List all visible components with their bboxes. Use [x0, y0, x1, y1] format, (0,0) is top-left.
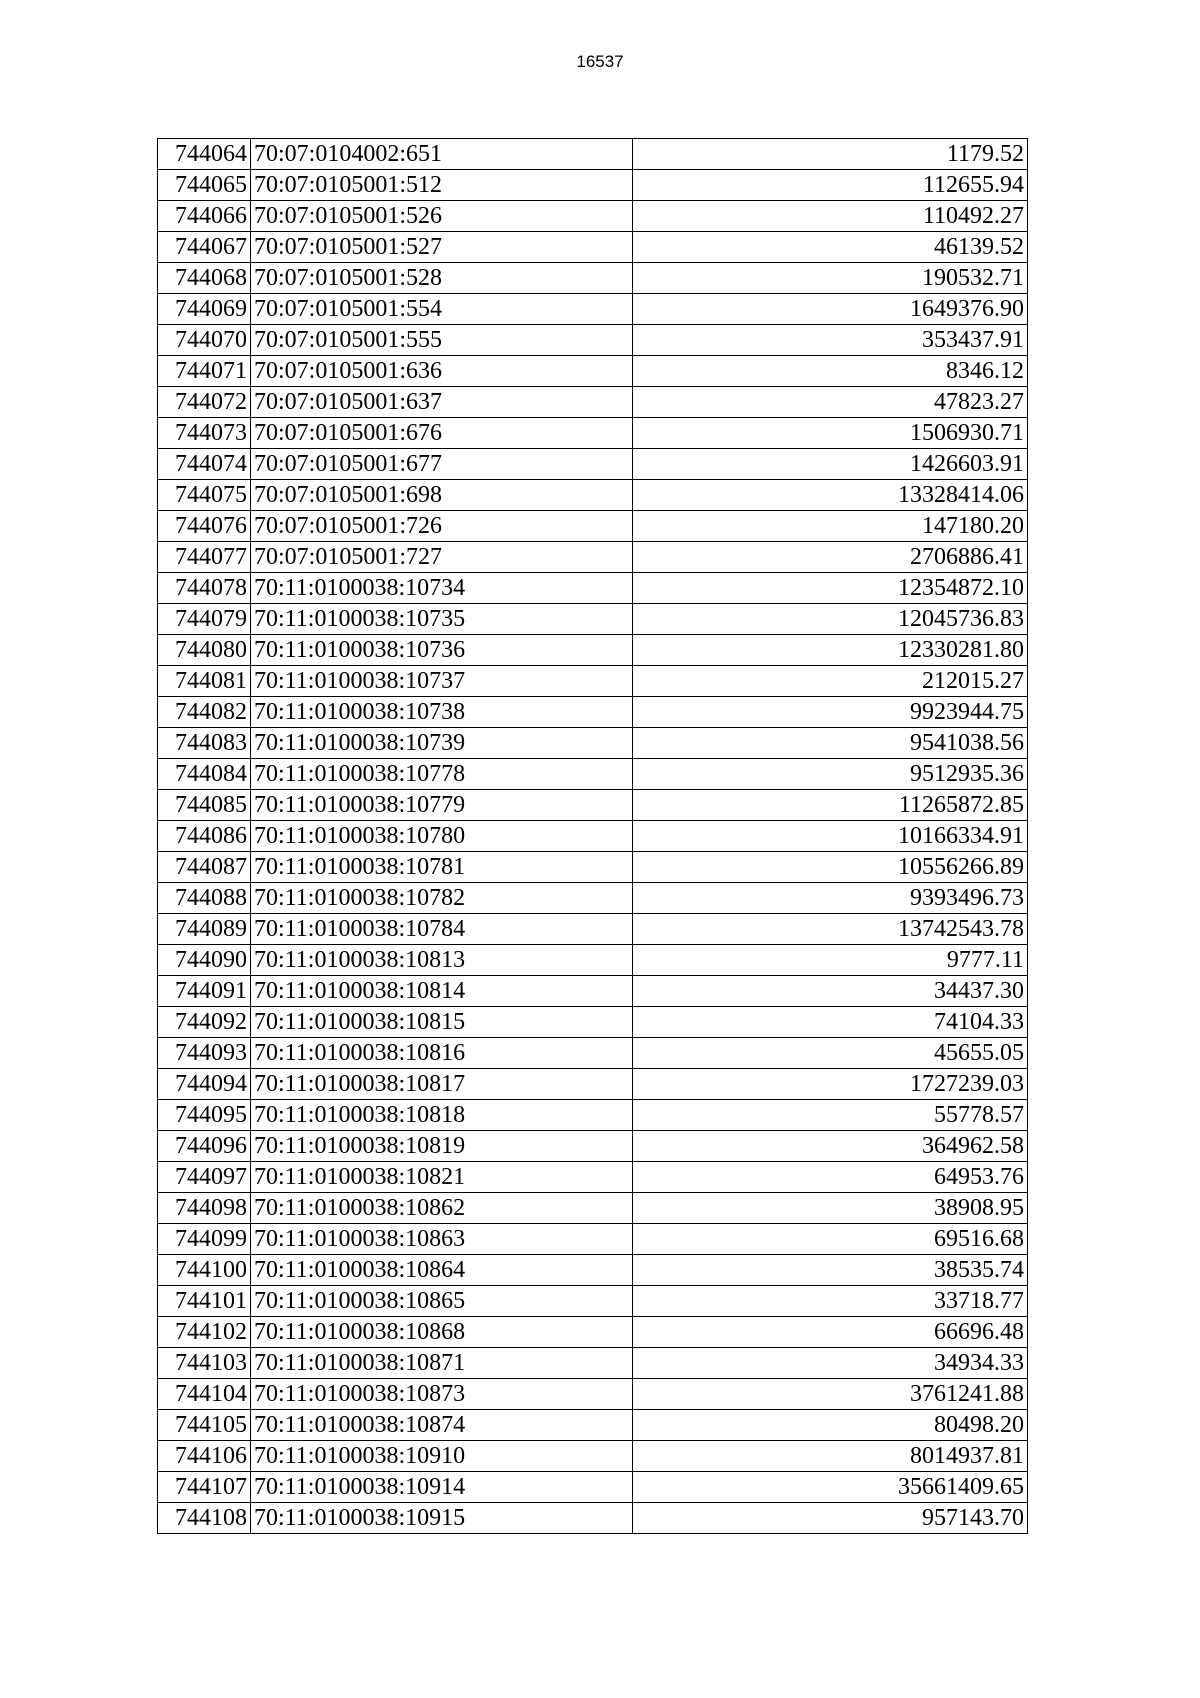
- value-cell: 12045736.83: [633, 604, 1028, 635]
- table-row: [158, 635, 1028, 666]
- table-row: [158, 1286, 1028, 1317]
- table-row: [158, 728, 1028, 759]
- value-cell: 10166334.91: [633, 821, 1028, 852]
- value-cell: 957143.70: [633, 1503, 1028, 1534]
- row-number-cell: 744099: [158, 1224, 251, 1255]
- cadastral-number-cell: 70:11:0100038:10871: [251, 1348, 633, 1379]
- value-cell: 147180.20: [633, 511, 1028, 542]
- table-row: [158, 511, 1028, 542]
- value-cell: 9393496.73: [633, 883, 1028, 914]
- cadastral-number-cell: 70:11:0100038:10813: [251, 945, 633, 976]
- row-number-cell: 744088: [158, 883, 251, 914]
- table-row: [158, 1255, 1028, 1286]
- cadastral-number-cell: 70:11:0100038:10815: [251, 1007, 633, 1038]
- cadastral-number-cell: 70:07:0105001:727: [251, 542, 633, 573]
- row-number-cell: 744068: [158, 263, 251, 294]
- table-row: [158, 1038, 1028, 1069]
- value-cell: 12330281.80: [633, 635, 1028, 666]
- value-cell: 69516.68: [633, 1224, 1028, 1255]
- row-number-cell: 744086: [158, 821, 251, 852]
- row-number-cell: 744082: [158, 697, 251, 728]
- value-cell: 364962.58: [633, 1131, 1028, 1162]
- value-cell: 1727239.03: [633, 1069, 1028, 1100]
- table-row: [158, 976, 1028, 1007]
- table-row: [158, 1162, 1028, 1193]
- cadastral-number-cell: 70:11:0100038:10862: [251, 1193, 633, 1224]
- table-row: [158, 1224, 1028, 1255]
- table-row: [158, 294, 1028, 325]
- table-row: [158, 883, 1028, 914]
- value-cell: 8014937.81: [633, 1441, 1028, 1472]
- cadastral-number-cell: 70:07:0105001:528: [251, 263, 633, 294]
- value-cell: 1179.52: [633, 139, 1028, 170]
- value-cell: 112655.94: [633, 170, 1028, 201]
- table-row: [158, 1100, 1028, 1131]
- table-row: [158, 573, 1028, 604]
- cadastral-number-cell: 70:11:0100038:10782: [251, 883, 633, 914]
- cadastral-number-cell: 70:07:0105001:527: [251, 232, 633, 263]
- value-cell: 1649376.90: [633, 294, 1028, 325]
- row-number-cell: 744103: [158, 1348, 251, 1379]
- table-row: [158, 1069, 1028, 1100]
- data-table: [157, 138, 1028, 1534]
- row-number-cell: 744065: [158, 170, 251, 201]
- table-row: [158, 697, 1028, 728]
- table-row: [158, 480, 1028, 511]
- value-cell: 34934.33: [633, 1348, 1028, 1379]
- row-number-cell: 744072: [158, 387, 251, 418]
- value-cell: 80498.20: [633, 1410, 1028, 1441]
- table-row: [158, 759, 1028, 790]
- row-number-cell: 744104: [158, 1379, 251, 1410]
- row-number-cell: 744097: [158, 1162, 251, 1193]
- row-number-cell: 744077: [158, 542, 251, 573]
- value-cell: 38908.95: [633, 1193, 1028, 1224]
- table-row: [158, 1131, 1028, 1162]
- row-number-cell: 744067: [158, 232, 251, 263]
- cadastral-number-cell: 70:11:0100038:10781: [251, 852, 633, 883]
- cadastral-number-cell: 70:11:0100038:10817: [251, 1069, 633, 1100]
- cadastral-number-cell: 70:11:0100038:10818: [251, 1100, 633, 1131]
- table-row: [158, 449, 1028, 480]
- value-cell: 64953.76: [633, 1162, 1028, 1193]
- cadastral-number-cell: 70:11:0100038:10739: [251, 728, 633, 759]
- row-number-cell: 744106: [158, 1441, 251, 1472]
- table-row: [158, 1379, 1028, 1410]
- cadastral-number-cell: 70:11:0100038:10816: [251, 1038, 633, 1069]
- row-number-cell: 744085: [158, 790, 251, 821]
- row-number-cell: 744075: [158, 480, 251, 511]
- row-number-cell: 744091: [158, 976, 251, 1007]
- cadastral-number-cell: 70:11:0100038:10873: [251, 1379, 633, 1410]
- cadastral-number-cell: 70:07:0105001:677: [251, 449, 633, 480]
- row-number-cell: 744090: [158, 945, 251, 976]
- cadastral-number-cell: 70:11:0100038:10738: [251, 697, 633, 728]
- table-row: [158, 1007, 1028, 1038]
- cadastral-number-cell: 70:11:0100038:10779: [251, 790, 633, 821]
- row-number-cell: 744101: [158, 1286, 251, 1317]
- value-cell: 66696.48: [633, 1317, 1028, 1348]
- row-number-cell: 744069: [158, 294, 251, 325]
- cadastral-number-cell: 70:07:0105001:526: [251, 201, 633, 232]
- value-cell: 9923944.75: [633, 697, 1028, 728]
- value-cell: 74104.33: [633, 1007, 1028, 1038]
- table-row: [158, 542, 1028, 573]
- row-number-cell: 744095: [158, 1100, 251, 1131]
- cadastral-number-cell: 70:07:0105001:555: [251, 325, 633, 356]
- table-row: [158, 1441, 1028, 1472]
- value-cell: 33718.77: [633, 1286, 1028, 1317]
- table-row: [158, 170, 1028, 201]
- row-number-cell: 744105: [158, 1410, 251, 1441]
- cadastral-number-cell: 70:07:0104002:651: [251, 139, 633, 170]
- value-cell: 35661409.65: [633, 1472, 1028, 1503]
- cadastral-number-cell: 70:11:0100038:10821: [251, 1162, 633, 1193]
- cadastral-number-cell: 70:11:0100038:10778: [251, 759, 633, 790]
- value-cell: 13328414.06: [633, 480, 1028, 511]
- table-row: [158, 1348, 1028, 1379]
- row-number-cell: 744096: [158, 1131, 251, 1162]
- cadastral-number-cell: 70:11:0100038:10737: [251, 666, 633, 697]
- table-row: [158, 604, 1028, 635]
- value-cell: 34437.30: [633, 976, 1028, 1007]
- cadastral-number-cell: 70:11:0100038:10734: [251, 573, 633, 604]
- table-row: [158, 325, 1028, 356]
- cadastral-number-cell: 70:07:0105001:676: [251, 418, 633, 449]
- table-row: [158, 790, 1028, 821]
- value-cell: 353437.91: [633, 325, 1028, 356]
- row-number-cell: 744078: [158, 573, 251, 604]
- table-row: [158, 945, 1028, 976]
- table-row: [158, 201, 1028, 232]
- value-cell: 12354872.10: [633, 573, 1028, 604]
- cadastral-number-cell: 70:11:0100038:10735: [251, 604, 633, 635]
- value-cell: 1506930.71: [633, 418, 1028, 449]
- row-number-cell: 744084: [158, 759, 251, 790]
- cadastral-number-cell: 70:11:0100038:10874: [251, 1410, 633, 1441]
- cadastral-number-cell: 70:11:0100038:10914: [251, 1472, 633, 1503]
- row-number-cell: 744102: [158, 1317, 251, 1348]
- row-number-cell: 744083: [158, 728, 251, 759]
- cadastral-number-cell: 70:07:0105001:698: [251, 480, 633, 511]
- table-row: [158, 356, 1028, 387]
- value-cell: 2706886.41: [633, 542, 1028, 573]
- table-row: [158, 821, 1028, 852]
- row-number-cell: 744070: [158, 325, 251, 356]
- cadastral-number-cell: 70:07:0105001:637: [251, 387, 633, 418]
- value-cell: 9777.11: [633, 945, 1028, 976]
- value-cell: 55778.57: [633, 1100, 1028, 1131]
- table-row: [158, 1410, 1028, 1441]
- cadastral-number-cell: 70:07:0105001:554: [251, 294, 633, 325]
- cadastral-number-cell: 70:11:0100038:10784: [251, 914, 633, 945]
- cadastral-number-cell: 70:11:0100038:10736: [251, 635, 633, 666]
- row-number-cell: 744108: [158, 1503, 251, 1534]
- table-row: [158, 1503, 1028, 1534]
- table-row: [158, 666, 1028, 697]
- value-cell: 10556266.89: [633, 852, 1028, 883]
- table-row: [158, 1472, 1028, 1503]
- page-number: 16537: [576, 52, 624, 71]
- row-number-cell: 744081: [158, 666, 251, 697]
- table-row: [158, 232, 1028, 263]
- value-cell: 46139.52: [633, 232, 1028, 263]
- row-number-cell: 744066: [158, 201, 251, 232]
- row-number-cell: 744092: [158, 1007, 251, 1038]
- row-number-cell: 744094: [158, 1069, 251, 1100]
- value-cell: 190532.71: [633, 263, 1028, 294]
- table-row: [158, 139, 1028, 170]
- row-number-cell: 744071: [158, 356, 251, 387]
- value-cell: 9512935.36: [633, 759, 1028, 790]
- row-number-cell: 744107: [158, 1472, 251, 1503]
- value-cell: 9541038.56: [633, 728, 1028, 759]
- table-body: [158, 139, 1028, 1534]
- cadastral-number-cell: 70:11:0100038:10863: [251, 1224, 633, 1255]
- row-number-cell: 744076: [158, 511, 251, 542]
- row-number-cell: 744064: [158, 139, 251, 170]
- row-number-cell: 744087: [158, 852, 251, 883]
- cadastral-number-cell: 70:11:0100038:10780: [251, 821, 633, 852]
- row-number-cell: 744098: [158, 1193, 251, 1224]
- row-number-cell: 744074: [158, 449, 251, 480]
- cadastral-number-cell: 70:11:0100038:10819: [251, 1131, 633, 1162]
- value-cell: 8346.12: [633, 356, 1028, 387]
- value-cell: 13742543.78: [633, 914, 1028, 945]
- row-number-cell: 744073: [158, 418, 251, 449]
- cadastral-number-cell: 70:11:0100038:10910: [251, 1441, 633, 1472]
- table-row: [158, 1317, 1028, 1348]
- value-cell: 3761241.88: [633, 1379, 1028, 1410]
- value-cell: 38535.74: [633, 1255, 1028, 1286]
- cadastral-number-cell: 70:11:0100038:10864: [251, 1255, 633, 1286]
- row-number-cell: 744089: [158, 914, 251, 945]
- value-cell: 110492.27: [633, 201, 1028, 232]
- cadastral-number-cell: 70:11:0100038:10865: [251, 1286, 633, 1317]
- table-row: [158, 418, 1028, 449]
- row-number-cell: 744080: [158, 635, 251, 666]
- table-row: [158, 263, 1028, 294]
- cadastral-number-cell: 70:11:0100038:10814: [251, 976, 633, 1007]
- cadastral-number-cell: 70:11:0100038:10915: [251, 1503, 633, 1534]
- value-cell: 212015.27: [633, 666, 1028, 697]
- table-row: [158, 387, 1028, 418]
- cadastral-number-cell: 70:07:0105001:636: [251, 356, 633, 387]
- table-row: [158, 1193, 1028, 1224]
- value-cell: 1426603.91: [633, 449, 1028, 480]
- row-number-cell: 744093: [158, 1038, 251, 1069]
- value-cell: 45655.05: [633, 1038, 1028, 1069]
- row-number-cell: 744079: [158, 604, 251, 635]
- cadastral-number-cell: 70:11:0100038:10868: [251, 1317, 633, 1348]
- table-row: [158, 914, 1028, 945]
- row-number-cell: 744100: [158, 1255, 251, 1286]
- cadastral-number-cell: 70:07:0105001:512: [251, 170, 633, 201]
- cadastral-number-cell: 70:07:0105001:726: [251, 511, 633, 542]
- value-cell: 47823.27: [633, 387, 1028, 418]
- table-row: [158, 852, 1028, 883]
- value-cell: 11265872.85: [633, 790, 1028, 821]
